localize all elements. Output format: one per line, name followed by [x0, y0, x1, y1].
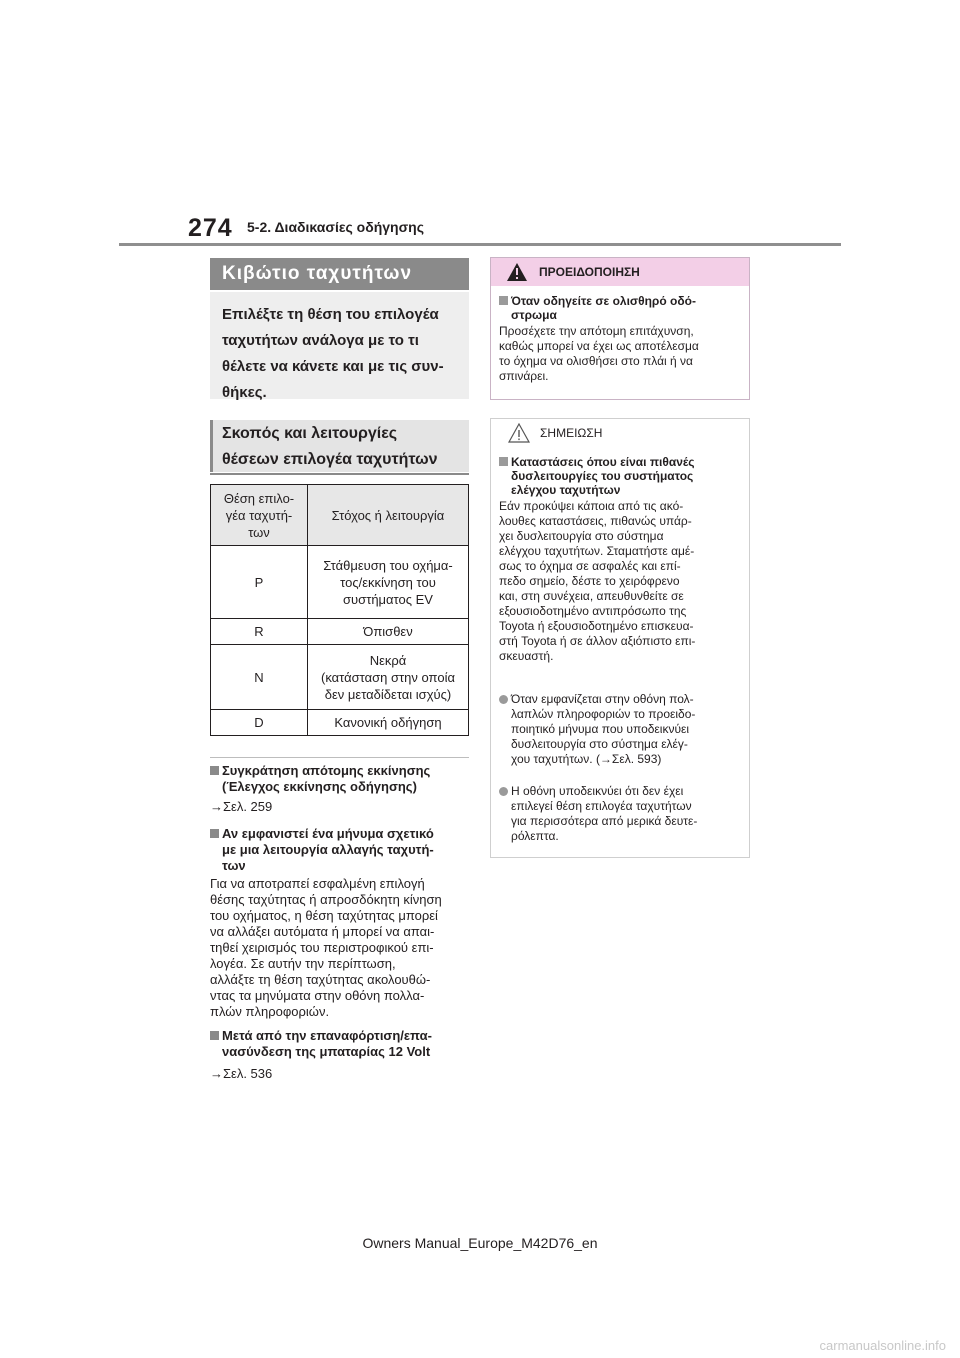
- section-title: 5-2. Διαδικασίες οδήγησης: [247, 219, 425, 235]
- header-position: [211, 485, 308, 546]
- paragraph-line: του οχήματος, η θέση ταχύτητας μπορεί: [210, 908, 438, 923]
- table-header-row: [211, 485, 469, 546]
- cell-function: [308, 645, 469, 710]
- cell-line: συστήματος EV: [343, 591, 433, 607]
- cell-position: D: [211, 710, 308, 736]
- section-divider: [210, 757, 469, 758]
- subheading-line: Συγκράτηση απότομης εκκίνησης: [222, 763, 431, 778]
- notice-bullet: [499, 784, 743, 844]
- text-line: ελέγχου ταχυτήτων. Σταματήστε αμέ-: [499, 544, 695, 558]
- text-line: σπινάρει.: [499, 369, 549, 383]
- topic-banner: Κιβώτιο ταχυτήτων: [210, 258, 469, 290]
- header-function: Στόχος ή λειτουργία: [308, 485, 469, 546]
- text-line: Εάν προκύψει κάποια από τις ακό-: [499, 499, 684, 513]
- intro-box: [210, 292, 469, 399]
- notice-bullet: [499, 692, 743, 767]
- paragraph-line: τηθεί χειρισμός του περιστροφικού επι-: [210, 940, 434, 955]
- intro-line: θέλετε να κάνετε και με τις συν-: [222, 358, 444, 375]
- subheading-line: νασύνδεση της μπαταρίας 12 Volt: [222, 1044, 431, 1059]
- purpose-heading: [210, 420, 469, 472]
- cell-line: Κανονική οδήγηση: [334, 715, 442, 730]
- heading-line: στρωμα: [511, 308, 557, 322]
- page-number: 274: [188, 214, 233, 242]
- cell-position: R: [211, 619, 308, 645]
- cell-position: N: [211, 645, 308, 710]
- paragraph-line: πλών πληροφοριών.: [210, 1004, 330, 1019]
- cell-line: Στάθμευση του οχήμα-: [323, 557, 453, 573]
- paragraph-line: λογέα. Σε αυτήν την περίπτωση,: [210, 956, 396, 971]
- header-line: Θέση επιλο-: [223, 490, 295, 506]
- paragraph-line: αλλάξτε τη θέση ταχύτητας ακολουθώ-: [210, 972, 431, 987]
- warning-item-text: [499, 324, 743, 384]
- subheading-start-control: [210, 763, 469, 795]
- table-row: [211, 645, 469, 710]
- warning-title: ΠΡΟΕΙΔΟΠΟΙΗΣΗ: [539, 265, 640, 279]
- subheading-line: με μια λειτουργία αλλαγής ταχυτή-: [222, 842, 434, 857]
- cell-line: Όπισθεν: [363, 624, 413, 639]
- text-line: Προσέχετε την απότομη επιτάχυνση,: [499, 324, 694, 338]
- square-bullet-icon: [499, 457, 508, 466]
- table-row: [211, 619, 469, 645]
- text-line: το όχημα να ολισθήσει στο πλάι ή να: [499, 354, 693, 368]
- cell-line: Νεκρά: [369, 652, 407, 668]
- text-line: και, στη συνέχεια, απευθυνθείτε σε: [499, 589, 684, 603]
- cell-function: [308, 710, 469, 736]
- text-line: ποιητικό μήνυμα που υποδεικνύει: [511, 722, 690, 736]
- notice-box: [490, 418, 750, 858]
- intro-line: Επιλέξτε τη θέση του επιλογέα: [222, 306, 439, 323]
- square-bullet-icon: [499, 296, 508, 305]
- header-rule: [119, 243, 841, 246]
- text-line: λουθες καταστάσεις, πιθανώς υπάρ-: [499, 514, 692, 528]
- text-line: σως το όχημα σε ασφαλές και επί-: [499, 559, 681, 573]
- paragraph-line: ντας τα μηνύματα στην οθόνη πολλα-: [210, 988, 425, 1003]
- footer-text: Owners Manual_Europe_M42D76_en: [362, 1235, 598, 1251]
- text-line: εξουσιοδοτημένο αντιπρόσωπο της: [499, 604, 687, 618]
- round-bullet-icon: [499, 695, 508, 704]
- text-line: Toyota ή εξουσιοδοτημένο επισκευα-: [499, 619, 694, 633]
- warning-item: [499, 294, 743, 384]
- purpose-line: Σκοπός και λειτουργίες: [222, 425, 398, 442]
- subheading-shift-message: [210, 826, 469, 874]
- notice-title: ΣΗΜΕΙΩΣΗ: [540, 426, 603, 440]
- cell-line: δεν μεταδίδεται ισχύς): [324, 686, 452, 702]
- subheading-line: Αν εμφανιστεί ένα μήνυμα σχετικό: [222, 826, 434, 841]
- table-row: [211, 710, 469, 736]
- header-line: των: [248, 524, 270, 540]
- page-reference-link[interactable]: →Σελ. 259: [210, 799, 273, 814]
- text-line: σκευαστή.: [499, 649, 554, 663]
- purpose-line: θέσεων επιλογέα ταχυτήτων: [222, 451, 438, 468]
- text-line: Όταν εμφανίζεται στην οθόνη πολ-: [511, 692, 694, 706]
- notice-item-heading: [499, 455, 743, 497]
- square-bullet-icon: [210, 1031, 219, 1040]
- notice-triangle-icon: [508, 423, 530, 443]
- paragraph-line: να αλλάξει αυτόματα ή μπορεί να απαι-: [210, 924, 435, 939]
- warning-header: [491, 258, 749, 286]
- round-bullet-icon: [499, 787, 508, 796]
- intro-line: ταχυτήτων ανάλογα με το τι: [222, 332, 419, 349]
- paragraph-line: Για να αποτραπεί εσφαλμένη επιλογή: [210, 876, 425, 891]
- subheading-battery-reconnect: [210, 1028, 469, 1060]
- text-line: για περισσότερα από μερικά δευτε-: [511, 814, 698, 828]
- cell-function: [308, 619, 469, 645]
- warning-item-heading: [499, 294, 743, 322]
- header-line: γέα ταχυτή-: [225, 507, 293, 523]
- shift-position-table: [210, 484, 469, 736]
- page-reference-link[interactable]: →Σελ. 536: [210, 1066, 273, 1081]
- text-line: Η οθόνη υποδεικνύει ότι δεν έχει: [511, 784, 684, 798]
- square-bullet-icon: [210, 766, 219, 775]
- intro-line: θήκες.: [222, 384, 267, 401]
- watermark: carmanualsonline.info: [819, 1338, 946, 1353]
- heading-line: Όταν οδηγείτε σε ολισθηρό οδό-: [511, 294, 696, 308]
- text-line: λαπλών πληροφοριών το προειδο-: [511, 707, 696, 721]
- notice-item: [499, 455, 743, 664]
- text-line: χου ταχυτήτων. (→Σελ. 593): [511, 752, 662, 766]
- shift-message-paragraph: [210, 876, 469, 1020]
- purpose-rule: [210, 473, 469, 475]
- subheading-line: Μετά από την επαναφόρτιση/επα-: [222, 1028, 432, 1043]
- notice-item-text: [499, 499, 743, 664]
- heading-line: ελέγχου ταχυτήτων: [511, 483, 621, 497]
- cell-line: (κατάσταση στην οποία: [321, 669, 455, 685]
- text-line: δυσλειτουργία στο σύστημα ελέγ-: [511, 737, 688, 751]
- warning-box: [490, 257, 750, 400]
- subheading-line: των: [222, 858, 246, 873]
- warning-triangle-icon: [507, 263, 527, 281]
- subheading-line: (Έλεγχος εκκίνησης οδήγησης): [222, 779, 417, 794]
- cell-position: P: [211, 546, 308, 619]
- cell-line: τος/εκκίνηση του: [340, 574, 436, 590]
- table-row: [211, 546, 469, 619]
- text-line: πεδο σημείο, δέστε το χειρόφρενο: [499, 574, 680, 588]
- square-bullet-icon: [210, 829, 219, 838]
- text-line: ρόλεπτα.: [511, 829, 559, 843]
- text-line: καθώς μπορεί να έχει ως αποτέλεσμα: [499, 339, 699, 353]
- paragraph-line: θέσης ταχύτητας ή απροσδόκητη κίνηση: [210, 892, 442, 907]
- text-line: χει δυσλειτουργία στο σύστημα: [499, 529, 664, 543]
- heading-line: δυσλειτουργίες του συστήματος: [511, 469, 694, 483]
- cell-function: [308, 546, 469, 619]
- text-line: επιλεγεί θέση επιλογέα ταχυτήτων: [511, 799, 692, 813]
- heading-line: Καταστάσεις όπου είναι πιθανές: [511, 455, 695, 469]
- text-line: στή Toyota ή σε άλλον αξιόπιστο επι-: [499, 634, 696, 648]
